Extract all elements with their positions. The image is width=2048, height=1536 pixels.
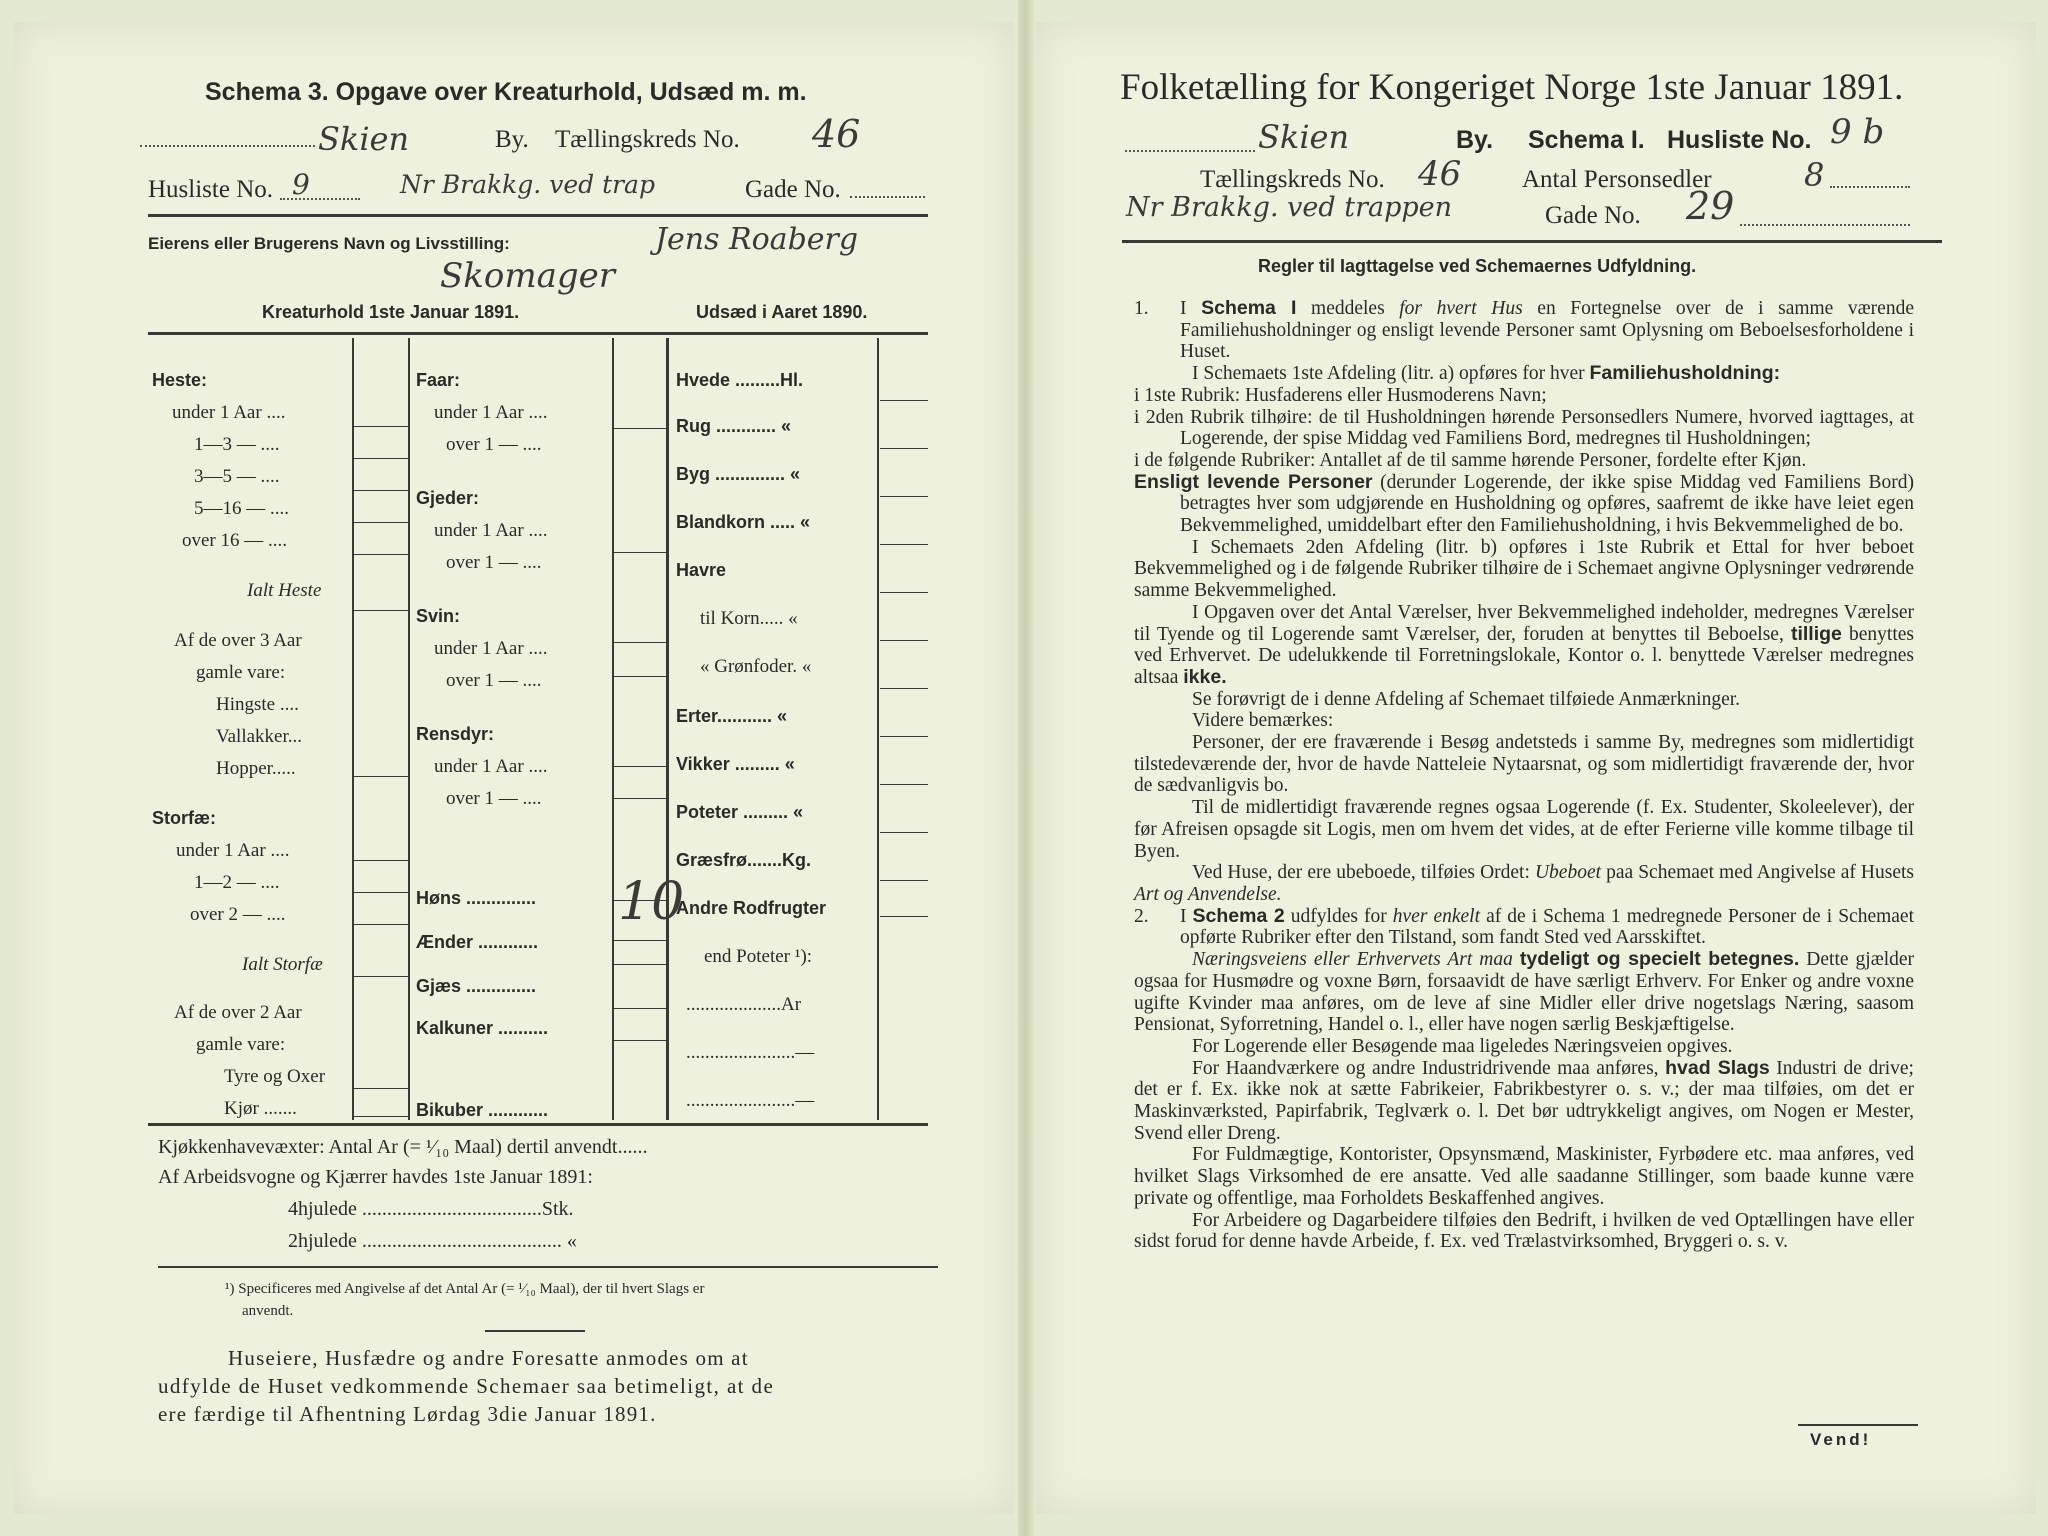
- fire-hjul-line: 4hjulede ....................................Stk.: [288, 1198, 574, 1220]
- row-label: Heste:: [152, 370, 208, 390]
- row-label: 5—16 — ....: [194, 498, 289, 519]
- row-label: Hvede .........Hl.: [676, 370, 804, 390]
- row-label: Af de over 3 Aar: [174, 630, 302, 651]
- entry-line: [354, 860, 409, 861]
- entry-line: [614, 766, 666, 767]
- row-label: Af de over 2 Aar: [174, 1002, 302, 1023]
- col-line-5: [877, 338, 879, 1120]
- entry-line: [354, 610, 409, 611]
- entry-line: [354, 892, 409, 893]
- right-husliste-label: Husliste No.: [1667, 126, 1812, 154]
- entry-line: [614, 552, 666, 553]
- row-label: Gjeder:: [416, 488, 480, 508]
- page-fold: [1018, 0, 1034, 1536]
- entry-line: [354, 1088, 409, 1089]
- entry-line: [880, 448, 928, 449]
- to-hjul-line: 2hjulede ........................................ «: [288, 1230, 577, 1252]
- row-label: .......................—: [686, 1042, 815, 1063]
- col-line-3: [612, 338, 614, 1120]
- row-label: Andre Rodfrugter: [676, 898, 826, 918]
- gade-no-value: 29: [1686, 184, 1735, 228]
- vend-rule: [1798, 1424, 1918, 1426]
- row-label: Kjør .......: [224, 1098, 297, 1119]
- row-label: gamle vare:: [196, 662, 286, 683]
- row-label: « Grønfoder. «: [700, 656, 812, 677]
- entry-line: [354, 458, 409, 459]
- row-label: over 1 — ....: [446, 434, 542, 455]
- row-label: Poteter ......... «: [676, 802, 804, 822]
- entry-line: [614, 798, 666, 799]
- gade-label: Gade No.: [745, 176, 841, 203]
- row-label: gamle vare:: [196, 1034, 286, 1055]
- entry-line: [354, 522, 409, 523]
- kreds-label: Tællingskreds No.: [555, 126, 740, 153]
- entry-line: [614, 940, 666, 941]
- row-label: ....................Ar: [686, 994, 802, 1015]
- entry-line: [880, 832, 928, 833]
- row-label: Faar:: [416, 370, 461, 390]
- entry-line: [614, 428, 666, 429]
- entry-line: [614, 1008, 666, 1009]
- row-label: Græsfrø.......Kg.: [676, 850, 812, 870]
- row-label: Vallakker...: [216, 726, 303, 747]
- closing-line-2: udfylde de Huset vedkommende Schemaer saa betimeligt, at de: [158, 1374, 775, 1398]
- footnote-line-2: anvendt.: [242, 1303, 294, 1319]
- row-label: Hopper.....: [216, 758, 296, 779]
- entry-line: [880, 592, 928, 593]
- entry-line: [354, 924, 409, 925]
- col-line-2: [408, 338, 410, 1120]
- row-label: over 1 — ....: [446, 552, 542, 573]
- entry-line: [880, 544, 928, 545]
- right-gade-value: Nr Brakkg. ved trappen: [1126, 192, 1453, 223]
- entry-line: [354, 1116, 409, 1117]
- entry-line: [880, 916, 928, 917]
- row-label: over 16 — ....: [182, 530, 288, 551]
- footnote-line-1: ¹) Specificeres med Angivelse af det Antal Ar (= ¹⁄₁₀ Maal), der til hvert Slags er: [225, 1281, 705, 1297]
- row-label: Ialt Storfæ: [242, 954, 323, 975]
- antal-line: [1830, 186, 1910, 188]
- right-title: Folketælling for Kongeriget Norge 1ste Januar 1891.: [1120, 67, 1904, 108]
- entry-line: [354, 976, 409, 977]
- rule-top: [148, 214, 928, 217]
- row-label: Byg .............. «: [676, 464, 801, 484]
- right-by-label: By.: [1456, 126, 1494, 154]
- entry-line: [880, 784, 928, 785]
- col-line-1: [352, 338, 354, 1120]
- row-label: Gjæs ..............: [416, 976, 537, 996]
- row-label: under 1 Aar ....: [434, 520, 548, 541]
- row-label: under 1 Aar ....: [172, 402, 286, 423]
- row-label: til Korn..... «: [700, 608, 798, 629]
- row-label: Ialt Heste: [247, 580, 322, 601]
- right-kreds-label: Tællingskreds No.: [1200, 166, 1385, 193]
- row-label: .......................—: [686, 1090, 815, 1111]
- entry-line: [880, 496, 928, 497]
- row-label: 1—2 — ....: [194, 872, 280, 893]
- entry-line: [880, 736, 928, 737]
- row-label: over 2 — ....: [190, 904, 286, 925]
- row-label: Svin:: [416, 606, 461, 626]
- kreatur-header: Kreaturhold 1ste Januar 1891.: [262, 302, 520, 322]
- right-gade-label: Gade No.: [1545, 202, 1641, 229]
- kjokken-line: Kjøkkenhavevæxter: Antal Ar (= ¹⁄₁₀ Maal) dertil anvendt......: [158, 1136, 648, 1158]
- by-label: By.: [495, 126, 529, 153]
- rules-text: 1. I Schema I meddeles for hvert Hus en Fortegnelse over de i samme værende Familiehusholdninger og ensligt levende Personer samt Oplysning om Beboelsesforholdene i Huset. I Schemaets 1ste Afdeling (litr. a) opføres for hver Familiehusholdning: i 1ste Rubrik: Husfaderens eller Husmoderens Navn; i 2den Rubrik tilhøire: de til Husholdningen hørende Personsedlers Numere, hvorved iagttages, at Logerende, der spise Middag ved Familiens Bord, medregnes til Husholdningen; i de følgende Rubriker: Antallet af de til samme hørende Personer, fordelte efter Kjøn. Ensligt levende Personer (derunder Logerende, der ikke spise Middag ved Familiens Bord) betragtes hver som udgjørende en Husholdning og opføres, saafremt de ikke have leiet egen Bekvemmelighed, umiddelbart efter den Familiehusholdning, i hvis Bekvemmelighed de bo. I Schemaets 2den Afdeling (litr. b) opføres i 1ste Rubrik et Ettal for hver beboet Bekvemmelighed og i de følgende Rubriker tilhøire de i Schemaet angivne Oplysninger vedrørende samme Bekvemmelighed. I Opgaven over det Antal Værelser, hver Bekvemmelighed indeholder, medregnes Værelser til Tyende og til Logerende samt Værelser, der, foruden at benyttes til Beboelse, tillige benyttes ved Erhvervet. De udelukkende til Forretningslokale, Kontor o. l. benyttede Værelser medregnes altsaa ikke. Se forøvrigt de i denne Afdeling af Schemaet tilføiede Anmærkninger. Videre bemærkes: Personer, der ere fraværende i Besøg andetsteds i samme By, medregnes som midlertidigt tilstedeværende der, hvor de havde Natteleie Nytaarsnat, og som midlertidigt fraværende der, hvor de sædvanligvis bo. Til de midlertidigt fraværende regnes ogsaa Logerende (f. Ex. Studenter, Skoleelever), der før Afreisen opsagde sit Logis, men om hvem det vides, at de efter Ferierne ville komme tilbage til Byen. Ved Huse, der ere ubeboede, tilføies Ordet: Ubeboet paa Schemaet med Angivelse af Husets Art og Anvendelse. 2. I Schema 2 udfyldes for hver enkelt af de i Schema 1 medregnede Personer de i Schemaet opførte Rubriker efter den Tilstand, som fandt Sted ved Aarsskiftet. Næringsveiens eller Erhvervets Art maa tydeligt og specielt betegnes. Dette gjælder ogsaa for Husmødre og voxne Børn, forsaavidt de have særligt Erhverv. For Enker og andre voxne ugifte Kvinder maa anføres, om de leve af sine Midler eller drive nogetslags Næring, saasom Pensionat, Syforretning, Handel o. l., eller have nogen særlig Beskjæftigelse. For Logerende eller Besøgende maa ligeledes Næringsveien opgives. For Haandværkere og andre Industridrivende maa anføres, hvad Slags Industri de drive; det er f. Ex. ikke nok at sætte Fabrikeier, Fabrikbestyrer o. s. v.; der maa tilføies, om det er Maskinværksted, Papirfabrik, Teglværk o. l. Det bør udtrykkeligt angives, om Nogen er Mester, Svend eller Dreng. For Fuldmægtige, Kontorister, Opsynsmænd, Maskinister, Fyrbødere etc. maa anføres, ved hvilket Slags Virksomhed de ere ansatte. Ved alle saadanne Stillinger, som baade kunne være private og offentlige, maa Forholdets Beskaffenhed angives. For Arbeidere og Dagarbeidere tilføies den Bedrift, i hvilken de ved Optællingen have eller sidst forud for denne havde Arbeide, f. Ex. ved Trælastvirksomhed, Bryggeri o. s. v.: [1134, 297, 1915, 1253]
- entry-line: [880, 640, 928, 641]
- eier-value-2: Skomager: [440, 256, 616, 296]
- row-label: Ænder ............: [416, 932, 539, 952]
- row-label: Høns ..............: [416, 888, 537, 908]
- gade-value: Nr Brakkg. ved trap: [400, 170, 655, 199]
- udsaed-header: Udsæd i Aaret 1890.: [696, 302, 868, 322]
- row-label: Kalkuner ..........: [416, 1018, 549, 1038]
- rules-title: Regler til Iagttagelse ved Schemaernes Udfyldning.: [1258, 256, 1697, 276]
- entry-line: [354, 554, 409, 555]
- entry-line: [880, 880, 928, 881]
- row-label: Storfæ:: [152, 808, 216, 828]
- entry-line: [614, 964, 666, 965]
- eier-label: Eierens eller Brugerens Navn og Livsstilling:: [148, 234, 510, 253]
- row-label: under 1 Aar ....: [434, 638, 548, 659]
- row-label: Erter........... «: [676, 706, 788, 726]
- husliste-line: [280, 198, 360, 200]
- entry-line: [354, 776, 409, 777]
- entry-line: [614, 642, 666, 643]
- row-label: under 1 Aar ....: [434, 756, 548, 777]
- right-kreds-value: 46: [1418, 154, 1462, 194]
- husliste-value: 9: [292, 168, 310, 201]
- right-by-line: [1125, 150, 1255, 152]
- entry-line: [880, 688, 928, 689]
- rule-table-bottom: [148, 1123, 928, 1126]
- row-label: Havre: [676, 560, 727, 580]
- gade-line: [850, 196, 925, 198]
- entry-line: [354, 426, 409, 427]
- rule-footnote: [158, 1266, 938, 1268]
- closing-line-1: Huseiere, Husfædre og andre Foresatte anmodes om at: [228, 1346, 749, 1370]
- row-label: Blandkorn ..... «: [676, 512, 811, 532]
- row-label: Rensdyr:: [416, 724, 495, 744]
- by-line: [140, 145, 315, 147]
- rule-short: [485, 1330, 585, 1332]
- arbeid-line: Af Arbeidsvogne og Kjærrer havdes 1ste Januar 1891:: [158, 1166, 593, 1188]
- right-by-value: Skien: [1258, 118, 1350, 156]
- row-label: 3—5 — ....: [194, 466, 280, 487]
- hons-value: 10: [618, 872, 685, 932]
- row-label: 1—3 — ....: [194, 434, 280, 455]
- entry-line: [614, 676, 666, 677]
- row-label: Bikuber ............: [416, 1100, 549, 1120]
- schema-label: Schema I.: [1528, 126, 1645, 154]
- right-husliste-value: 9 b: [1830, 112, 1885, 152]
- entry-line: [614, 1040, 666, 1041]
- gade-no-line: [1740, 224, 1910, 226]
- left-title: Schema 3. Opgave over Kreaturhold, Udsæd m. m.: [205, 78, 807, 106]
- kreds-value: 46: [812, 112, 861, 156]
- row-label: end Poteter ¹):: [704, 946, 813, 967]
- vend-label: Vend!: [1810, 1430, 1872, 1449]
- row-label: over 1 — ....: [446, 788, 542, 809]
- row-label: over 1 — ....: [446, 670, 542, 691]
- row-label: under 1 Aar ....: [176, 840, 290, 861]
- right-rule-top: [1122, 240, 1942, 243]
- row-label: Hingste ....: [216, 694, 299, 715]
- eier-value-1: Jens Roaberg: [655, 222, 859, 257]
- row-label: Rug ............ «: [676, 416, 792, 436]
- antal-label: Antal Personsedler: [1522, 166, 1712, 193]
- closing-line-3: ere færdige til Afhentning Lørdag 3die Januar 1891.: [158, 1402, 657, 1426]
- row-label: Vikker ......... «: [676, 754, 795, 774]
- rule-header: [148, 332, 928, 335]
- row-label: under 1 Aar ....: [434, 402, 548, 423]
- antal-value: 8: [1804, 156, 1825, 194]
- col-line-4: [666, 338, 669, 1120]
- entry-line: [354, 490, 409, 491]
- by-value: Skien: [318, 120, 410, 158]
- husliste-label: Husliste No.: [148, 176, 273, 203]
- entry-line: [880, 400, 928, 401]
- row-label: Tyre og Oxer: [224, 1066, 326, 1087]
